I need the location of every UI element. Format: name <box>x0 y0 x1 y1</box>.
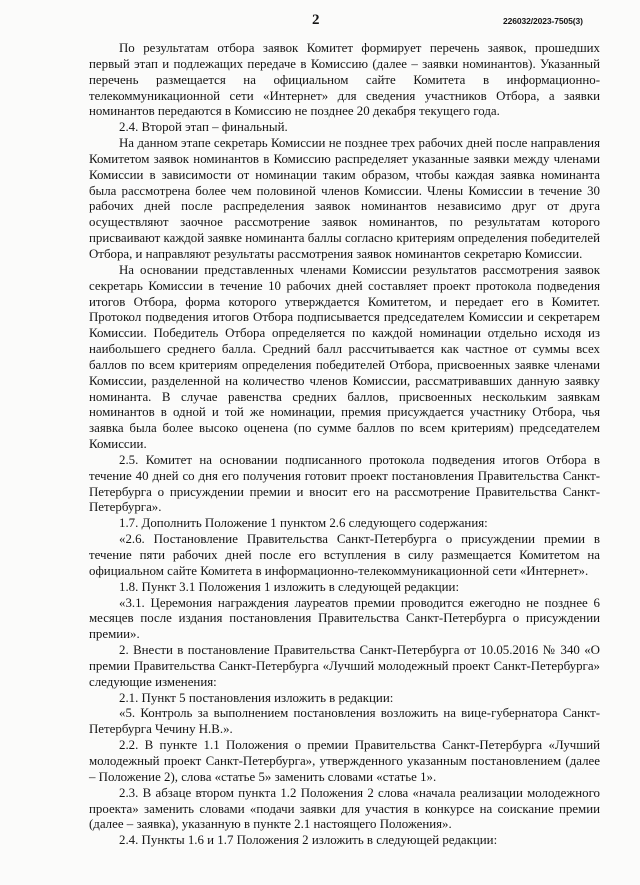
document-body <box>89 41 600 849</box>
paragraph-2-4-heading: 2.4. Второй этап – финальный. <box>119 120 288 135</box>
paragraph-2-3: 2.3. В абзаце втором пункта 1.2 Положения 2 слова «начала реализации молодежного проекта» заменить словами «подачи заявки для участия в конкурсе на соискание премии (далее – заявка), указанную в пункте 2.1 настоящего Положения». <box>89 785 600 832</box>
paragraph-2-1: 2.1. Пункт 5 постановления изложить в редакции: <box>119 690 394 705</box>
page-number: 2 <box>312 12 320 28</box>
document-reference-number: 226032/2023-7505(3) <box>503 16 583 26</box>
paragraph-protocol: На основании представленных членами Комиссии результатов рассмотрения заявок секретарь Комиссии в течение 10 рабочих дней составляет проект протокола подведения итогов Отбора, форма которого утверждается Комитетом, и передает его в Комитет. Протокол подведения итогов Отбора подписывается председателем Комиссии и секретарем Комиссии. Победитель Отбора определяется по каждой номинации отдельно исходя из наибольшего среднего балла. Средний балл рассчитывается как частное от суммы всех баллов по всем критериям определения победителей Отбора, присвоенных заявке членами Комиссии, разделенной на количество членов Комиссии, рассматривавших данную заявку номинанта. В случае равенства средних баллов, присвоенных нескольким заявкам номинантов в одной и той же номинации, премия присуждается участнику Отбора, чья заявка была более высоко оценена (по сумме баллов по всем критериям) председателем Комиссии. <box>89 262 600 452</box>
paragraph-2-2: 2.2. В пункте 1.1 Положения о премии Правительства Санкт-Петербурга «Лучший молодежный проект Санкт-Петербурга», утвержденного указанным постановлением (далее – Положение 2), слова «статье 5» заменить словами «статье 1». <box>89 738 600 784</box>
paragraph-1-7: 1.7. Дополнить Положение 1 пунктом 2.6 следующего содержания: <box>119 516 488 531</box>
paragraph-2-4: 2.4. Пункты 1.6 и 1.7 Положения 2 изложить в следующей редакции: <box>119 833 498 848</box>
paragraph-nominee-list: По результатам отбора заявок Комитет формирует перечень заявок, прошедших первый этап и подлежащих передаче в Комиссию (далее – заявки номинантов). Указанный перечень размещается на официальном сайте Комитета в информационно-телекоммуникационной сети «Интернет» для сведения участников Отбора, а заявки номинантов передаются в Комиссию не позднее 20 декабря текущего года. <box>89 41 600 119</box>
paragraph-2-5: 2.5. Комитет на основании подписанного протокола подведения итогов Отбора в течение 40 дней со дня его получения готовит проект постановления Правительства Санкт-Петербурга о присуждении премии и вносит его на рассмотрение Правительства Санкт-Петербурга». <box>89 452 600 515</box>
paragraph-1-8: 1.8. Пункт 3.1 Положения 1 изложить в следующей редакции: <box>119 579 460 594</box>
paragraph-2-amendments: 2. Внести в постановление Правительства Санкт-Петербурга от 10.05.2016 № 340 «О премии Правительства Санкт-Петербурга «Лучший молодежный проект Санкт-Петербурга» следующие изменения: <box>89 643 600 689</box>
paragraph-secretary-distribution: На данном этапе секретарь Комиссии не позднее трех рабочих дней после направления Комитетом заявок номинантов в Комиссию распределяет указанные заявки между членами Комиссии в зависимости от номинации таким образом, чтобы каждая заявка номинанта была рассмотрена более чем половиной членов Комиссии. Члены Комиссии в течение 30 рабочих дней после распределения заявок номинантов независимо друг от друга осуществляют заочное рассмотрение заявок номинантов, по результатам которого присваивают каждой заявке номинанта баллы согласно критериям определения победителей Отбора, и направляют результаты рассмотрения заявок номинантов секретарю Комиссии. <box>89 136 600 261</box>
paragraph-5-quote: «5. Контроль за выполнением постановления возложить на вице-губернатора Санкт-Петербурга Чечину Н.В.». <box>89 706 600 737</box>
paragraph-2-6-quote: «2.6. Постановление Правительства Санкт-Петербурга о присуждении премии в течение пяти рабочих дней после его вступления в силу размещается Комитетом на официальном сайте Комитета в информационно-телекоммуникационной сети «Интернет». <box>89 532 600 578</box>
paragraph-3-1-quote: «3.1. Церемония награждения лауреатов премии проводится ежегодно не позднее 6 месяцев после издания постановления Правительства Санкт-Петербурга о присуждении премии». <box>89 595 600 642</box>
